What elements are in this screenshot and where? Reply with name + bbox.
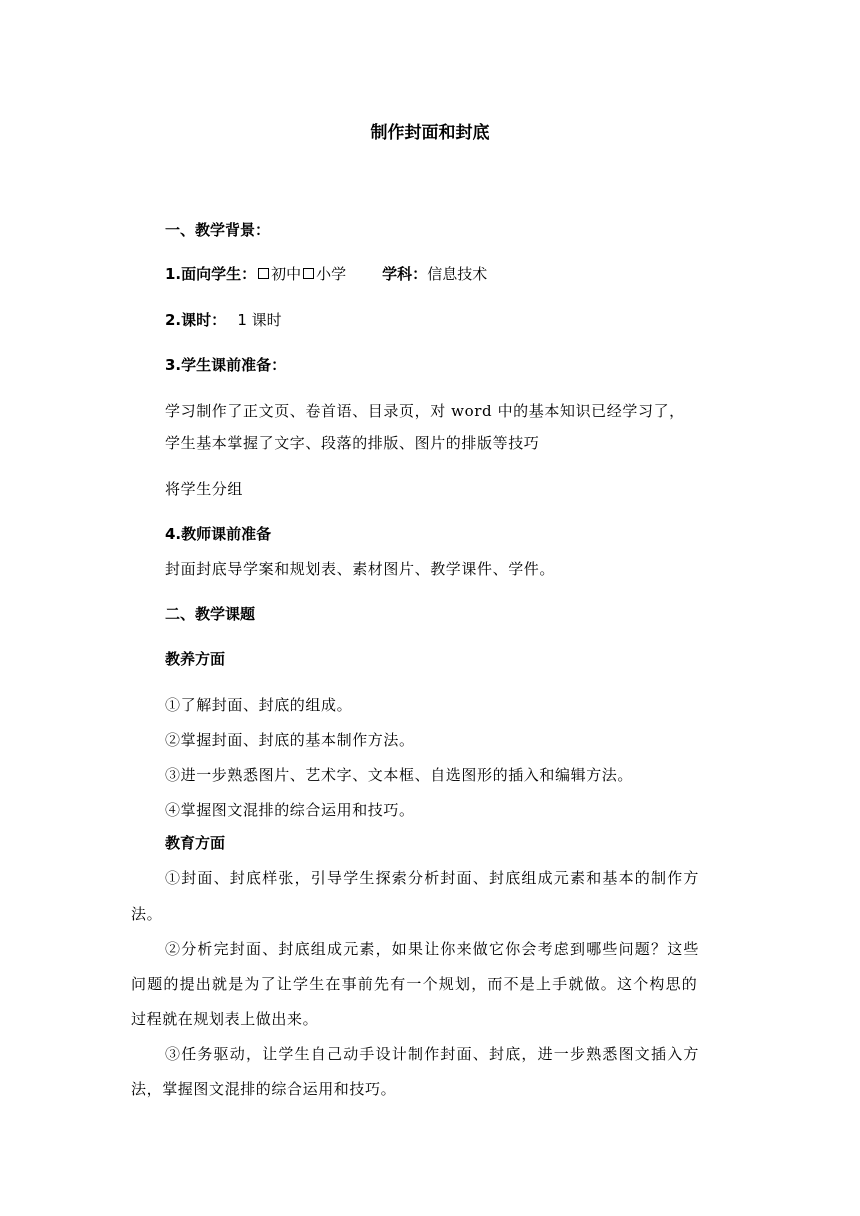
knowledge-item-4: ④掌握图文混排的综合运用和技巧。 xyxy=(165,801,415,819)
target-students-label: 1.面向学生： xyxy=(165,265,257,283)
teacher-prep-text: 封面封底导学案和规划表、素材图片、教学课件、学件。 xyxy=(165,560,556,578)
option-junior-high: 初中 xyxy=(271,265,302,283)
student-prep-text-line2: 学生基本掌握了文字、段落的排版、图片的排版等技巧 xyxy=(165,434,540,452)
education-p2-line2: 问题的提出就是为了让学生在事前先有一个规划，而不是上手就做。这个构思的 xyxy=(131,975,699,993)
class-hours-row xyxy=(165,309,282,330)
education-p3-line2: 法，掌握图文混排的综合运用和技巧。 xyxy=(131,1080,397,1098)
education-p1-line2: 法。 xyxy=(131,905,163,923)
subheading-education: 教育方面 xyxy=(165,834,226,852)
subject-value: 信息技术 xyxy=(427,265,488,283)
student-prep-label: 3.学生课前准备： xyxy=(165,356,287,374)
education-p1-line1: ①封面、封底样张，引导学生探索分析封面、封底组成元素和基本的制作方 xyxy=(165,869,700,887)
education-p2-line1: ②分析完封面、封底组成元素，如果让你来做它你会考虑到哪些问题？这些 xyxy=(165,940,700,958)
education-p2-line3: 过程就在规划表上做出来。 xyxy=(131,1010,319,1028)
knowledge-item-1: ①了解封面、封底的组成。 xyxy=(165,696,353,714)
subheading-knowledge: 教养方面 xyxy=(165,650,226,668)
checkbox-junior-high[interactable] xyxy=(258,268,269,279)
section-heading-topic: 二、教学课题 xyxy=(165,605,256,623)
section-heading-background: 一、教学背景： xyxy=(165,221,271,239)
knowledge-item-3: ③进一步熟悉图片、艺术字、文本框、自选图形的插入和编辑方法。 xyxy=(165,766,634,784)
class-hours-label: 2.课时： xyxy=(165,311,227,329)
target-students-row xyxy=(165,263,487,284)
checkbox-primary[interactable] xyxy=(303,268,314,279)
page-title: 制作封面和封底 xyxy=(370,123,490,143)
knowledge-item-2: ②掌握封面、封底的基本制作方法。 xyxy=(165,731,415,749)
subject-label: 学科： xyxy=(382,265,428,283)
teacher-prep-label: 4.教师课前准备 xyxy=(165,525,272,543)
option-primary: 小学 xyxy=(316,265,347,283)
education-p3-line1: ③任务驱动，让学生自己动手设计制作封面、封底，进一步熟悉图文插入方 xyxy=(165,1045,700,1063)
student-prep-text-line1: 学习制作了正文页、卷首语、目录页，对 word 中的基本知识已经学习了， xyxy=(165,402,685,420)
student-prep-text-2: 将学生分组 xyxy=(165,480,244,498)
class-hours-value: 1 课时 xyxy=(237,311,282,329)
